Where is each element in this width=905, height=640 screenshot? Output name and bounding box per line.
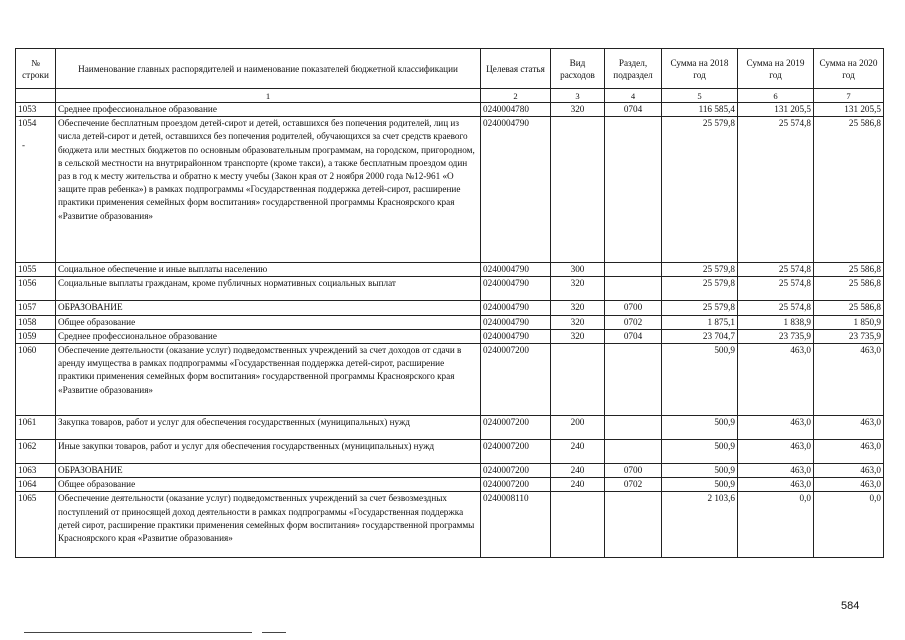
row-sum-2020: 0,0 — [814, 492, 884, 558]
row-name: Закупка товаров, работ и услуг для обеспечения государственных (муниципальных) нужд — [56, 416, 481, 440]
table-row — [16, 416, 884, 440]
row-expense-type — [551, 492, 605, 558]
row-target-article: 0240004790 — [481, 329, 551, 343]
table-row — [16, 315, 884, 329]
row-number: 1064 — [16, 478, 56, 492]
table-row — [16, 263, 884, 277]
row-sum-2020: 463,0 — [814, 440, 884, 464]
row-sum-2020: 463,0 — [814, 464, 884, 478]
table-row — [16, 464, 884, 478]
row-target-article: 0240004790 — [481, 301, 551, 315]
row-number: 1056 — [16, 277, 56, 301]
row-sum-2019: 1 838,9 — [738, 315, 814, 329]
header-num: № строки — [16, 49, 56, 89]
row-sum-2018: 1 875,1 — [662, 315, 738, 329]
row-sum-2018: 500,9 — [662, 416, 738, 440]
row-section: 0704 — [605, 329, 662, 343]
row-sum-2019: 23 735,9 — [738, 329, 814, 343]
row-section: 0702 — [605, 478, 662, 492]
row-name: Среднее профессиональное образование — [56, 329, 481, 343]
header-sum-2020: Сумма на 2020 год — [814, 49, 884, 89]
row-sum-2019: 25 574,8 — [738, 277, 814, 301]
row-sum-2018: 500,9 — [662, 344, 738, 416]
row-sum-2018: 116 585,4 — [662, 103, 738, 117]
row-target-article: 0240007200 — [481, 478, 551, 492]
row-sum-2020: 25 586,8 — [814, 117, 884, 263]
row-name: Социальное обеспечение и иные выплаты населению — [56, 263, 481, 277]
row-sum-2018: 25 579,8 — [662, 117, 738, 263]
row-sum-2018: 500,9 — [662, 440, 738, 464]
row-target-article: 0240004790 — [481, 117, 551, 263]
margin-mark: - — [22, 140, 25, 150]
row-section: 0704 — [605, 103, 662, 117]
row-name: Обеспечение деятельности (оказание услуг) подведомственных учреждений за счет безвозмездных поступлений от приносящей доход деятельности в рамках подпрограммы «Государственная поддержка детей сирот, расширение практики применения семейных форм воспитания» государственной программы Красноярского края «Развитие образования» — [56, 492, 481, 558]
row-name: Среднее профессиональное образование — [56, 103, 481, 117]
row-target-article: 0240008110 — [481, 492, 551, 558]
row-sum-2019: 25 574,8 — [738, 263, 814, 277]
row-expense-type: 300 — [551, 263, 605, 277]
row-name: Общее образование — [56, 478, 481, 492]
row-name: Общее образование — [56, 315, 481, 329]
header-kind: Вид расходов — [551, 49, 605, 89]
page-number: 584 — [841, 600, 860, 612]
footer-rule-short — [262, 632, 286, 633]
row-number: 1065 — [16, 492, 56, 558]
row-section — [605, 344, 662, 416]
budget-table — [15, 48, 884, 558]
row-sum-2019: 463,0 — [738, 464, 814, 478]
header-sum-2019: Сумма на 2019 год — [738, 49, 814, 89]
row-name: ОБРАЗОВАНИЕ — [56, 301, 481, 315]
row-sum-2018: 25 579,8 — [662, 301, 738, 315]
row-section — [605, 440, 662, 464]
row-sum-2019: 131 205,5 — [738, 103, 814, 117]
row-expense-type: 320 — [551, 315, 605, 329]
row-sum-2018: 500,9 — [662, 464, 738, 478]
row-sum-2018: 25 579,8 — [662, 263, 738, 277]
table-row — [16, 103, 884, 117]
column-number: 1 — [56, 89, 481, 103]
row-expense-type: 200 — [551, 416, 605, 440]
row-sum-2020: 25 586,8 — [814, 263, 884, 277]
header-section: Раздел, подраздел — [605, 49, 662, 89]
footer-rule — [24, 632, 252, 633]
row-section: 0700 — [605, 464, 662, 478]
header-name: Наименование главных распорядителей и наименование показателей бюджетной классификации — [56, 49, 481, 89]
row-number: 1059 — [16, 329, 56, 343]
row-section: 0700 — [605, 301, 662, 315]
row-section — [605, 416, 662, 440]
row-sum-2020: 131 205,5 — [814, 103, 884, 117]
row-expense-type — [551, 344, 605, 416]
table-row — [16, 117, 884, 263]
row-sum-2020: 463,0 — [814, 478, 884, 492]
row-expense-type: 240 — [551, 464, 605, 478]
row-section — [605, 117, 662, 263]
row-target-article: 0240007200 — [481, 344, 551, 416]
row-number: 1055 — [16, 263, 56, 277]
row-section: 0702 — [605, 315, 662, 329]
row-sum-2019: 0,0 — [738, 492, 814, 558]
row-sum-2018: 23 704,7 — [662, 329, 738, 343]
row-expense-type — [551, 117, 605, 263]
row-number: 1063 — [16, 464, 56, 478]
row-section — [605, 263, 662, 277]
row-sum-2019: 463,0 — [738, 440, 814, 464]
row-sum-2019: 25 574,8 — [738, 117, 814, 263]
row-target-article: 0240007200 — [481, 416, 551, 440]
column-number: 3 — [551, 89, 605, 103]
column-number: 7 — [814, 89, 884, 103]
row-number: 1060 — [16, 344, 56, 416]
row-number: 1062 — [16, 440, 56, 464]
row-sum-2020: 25 586,8 — [814, 277, 884, 301]
row-name: Обеспечение бесплатным проездом детей-сирот и детей, оставшихся без попечения родителей, лиц из числа детей-сирот и детей, оставшихся без попечения родителей, обучающихся за счет средств краевого бюджета или местных бюджетов по основным образовательным программам, на городском, пригородном, в сельской местности на внутрирайонном транспорте (кроме такси), а также бесплатным проездом один раз в год к месту жительства и обратно к месту учебы (Закон края от 2 ноября 2000 года №12-961 «О защите прав ребенка») в рамках подпрограммы «Государственная поддержка детей-сирот, расширение практики применения семейных форм воспитания» государственной программы Красноярского края «Развитие образования» — [56, 117, 481, 263]
column-number-row — [16, 89, 884, 103]
column-number-blank — [16, 89, 56, 103]
row-target-article: 0240004790 — [481, 263, 551, 277]
row-sum-2019: 463,0 — [738, 478, 814, 492]
table-row — [16, 492, 884, 558]
row-number: 1061 — [16, 416, 56, 440]
row-expense-type: 320 — [551, 329, 605, 343]
row-number: 1053 — [16, 103, 56, 117]
row-sum-2018: 500,9 — [662, 478, 738, 492]
row-name: Иные закупки товаров, работ и услуг для обеспечения государственных (муниципальных) нужд — [56, 440, 481, 464]
row-section — [605, 277, 662, 301]
row-number: 1057 — [16, 301, 56, 315]
row-target-article: 0240004780 — [481, 103, 551, 117]
row-expense-type: 320 — [551, 103, 605, 117]
row-sum-2018: 2 103,6 — [662, 492, 738, 558]
row-target-article: 0240007200 — [481, 464, 551, 478]
row-number: 1054 — [16, 117, 56, 263]
row-sum-2018: 25 579,8 — [662, 277, 738, 301]
table-row — [16, 478, 884, 492]
row-target-article: 0240004790 — [481, 277, 551, 301]
header-row — [16, 49, 884, 89]
row-expense-type: 320 — [551, 301, 605, 315]
row-section — [605, 492, 662, 558]
column-number: 4 — [605, 89, 662, 103]
header-sum-2018: Сумма на 2018 год — [662, 49, 738, 89]
table-body — [16, 103, 884, 558]
row-sum-2019: 463,0 — [738, 344, 814, 416]
row-expense-type: 240 — [551, 440, 605, 464]
table-row — [16, 344, 884, 416]
row-sum-2020: 23 735,9 — [814, 329, 884, 343]
row-sum-2020: 1 850,9 — [814, 315, 884, 329]
row-sum-2020: 25 586,8 — [814, 301, 884, 315]
row-number: 1058 — [16, 315, 56, 329]
table-row — [16, 301, 884, 315]
table-row — [16, 440, 884, 464]
row-sum-2020: 463,0 — [814, 344, 884, 416]
row-target-article: 0240004790 — [481, 315, 551, 329]
row-sum-2019: 25 574,8 — [738, 301, 814, 315]
column-number: 2 — [481, 89, 551, 103]
row-sum-2019: 463,0 — [738, 416, 814, 440]
row-name: ОБРАЗОВАНИЕ — [56, 464, 481, 478]
column-number: 6 — [738, 89, 814, 103]
row-name: Социальные выплаты гражданам, кроме публичных нормативных социальных выплат — [56, 277, 481, 301]
row-sum-2020: 463,0 — [814, 416, 884, 440]
table-row — [16, 329, 884, 343]
row-name: Обеспечение деятельности (оказание услуг) подведомственных учреждений за счет доходов от сдачи в аренду имущества в рамках подпрограммы «Государственная поддержка детей-сирот, расширение практики применения семейных форм воспитания» государственной программы Красноярского края «Развитие образования» — [56, 344, 481, 416]
column-number: 5 — [662, 89, 738, 103]
header-code: Целевая статья — [481, 49, 551, 89]
row-target-article: 0240007200 — [481, 440, 551, 464]
row-expense-type: 320 — [551, 277, 605, 301]
row-expense-type: 240 — [551, 478, 605, 492]
table-row — [16, 277, 884, 301]
